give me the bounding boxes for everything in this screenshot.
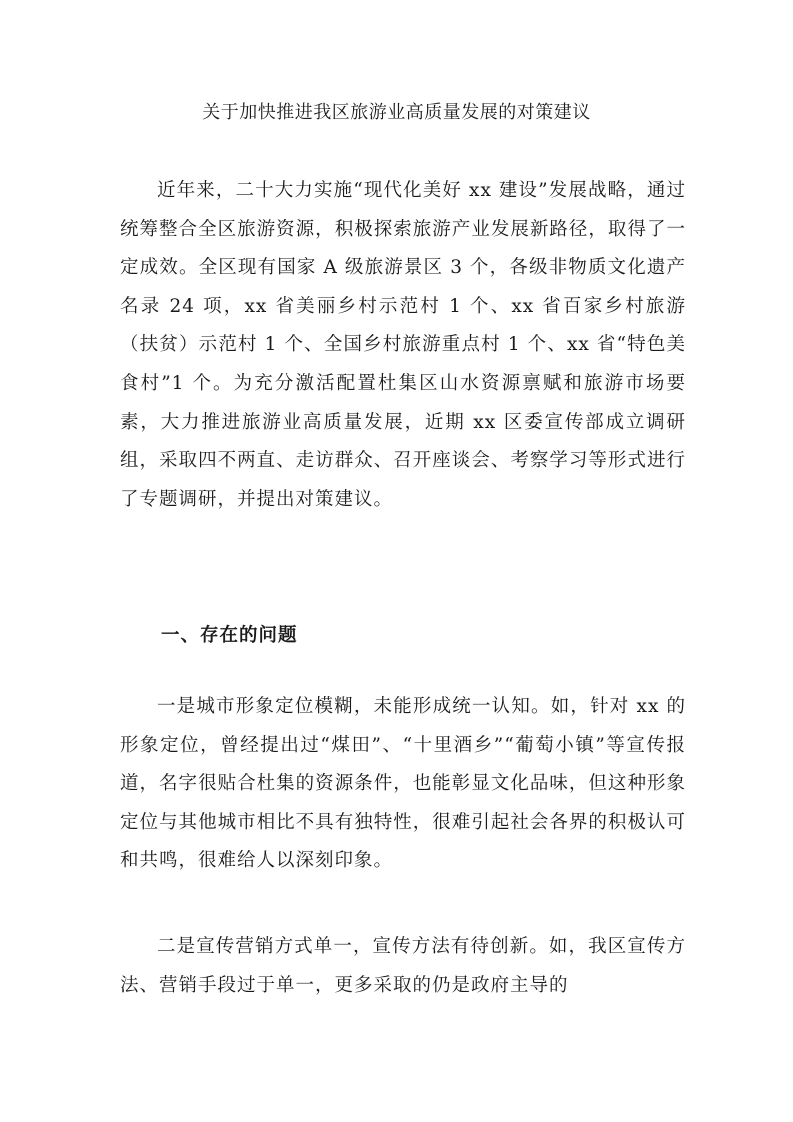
intro-paragraph: 近年来，二十大力实施“现代化美好 xx 建设”发展战略，通过统筹整合全区旅游资源，积极探索旅游产业发展新路径，取得了一定成效。全区现有国家 A 级旅游景区 3 个，各级非物质文化遗产名录 24 项，xx 省美丽乡村示范村 1 个、xx 省百家乡村旅游（扶贫）示范村 1 个、全国乡村旅游重点村 1 个、xx 省“特色美食村”1 个。为充分激活配置杜集区山水资源禀赋和旅游市场要素，大力推进旅游业高质量发展，近期 xx 区委宣传部成立调研组，采取四不两直、走访群众、召开座谈会、考察学习等形式进行了专题调研，并提出对策建议。: [120, 180, 686, 510]
issue-one-paragraph: 一是城市形象定位模糊，未能形成统一认知。如，针对 xx 的形象定位，曾经提出过“煤田”、“十里酒乡”“葡萄小镇”等宣传报道，名字很贴合杜集的资源条件，也能彰显文化品味，但这种形象定位与其他城市相比不具有独特性，很难引起社会各界的积极认可和共鸣，很难给人以深刻印象。: [120, 696, 686, 872]
issue-two-paragraph: 二是宣传营销方式单一，宣传方法有待创新。如，我区宣传方法、营销手段过于单一，更多采取的仍是政府主导的: [120, 936, 686, 996]
section-heading: 一、存在的问题: [161, 625, 298, 646]
document-title: 关于加快推进我区旅游业高质量发展的对策建议: [202, 102, 591, 123]
